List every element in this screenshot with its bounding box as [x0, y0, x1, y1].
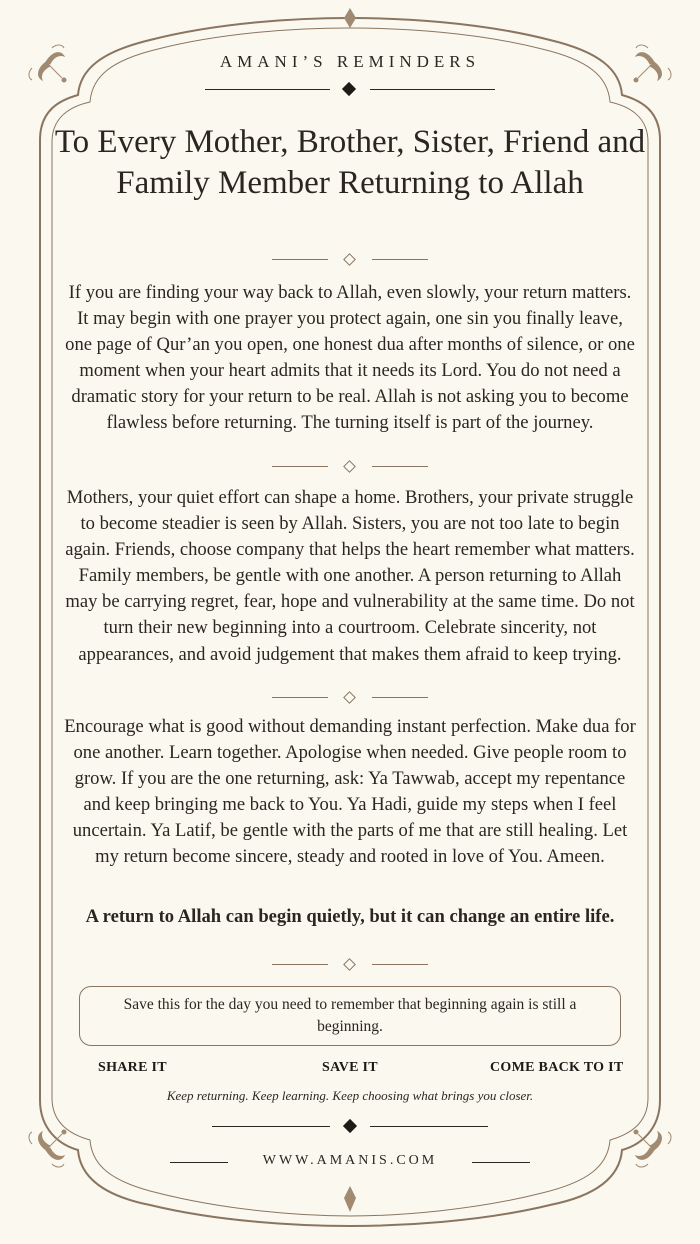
section-divider — [272, 460, 428, 472]
save-note-text: Save this for the day you need to remember that beginning again is still a beginning. — [123, 996, 577, 1035]
paragraph-dua: Encourage what is good without demanding instant perfection. Make dua for one another. Learn together. Apologise when needed. Give people room to grow. If you are the one returning, ask: Ya Tawwab, accept my repentance and keep bringing me back to You. Ya Hadi, guide my steps when I feel uncertain. Ya Latif, be gentle with the parts of me that are still healing. Let my return become sincere, steady and rooted in love of You. Ameen. — [64, 716, 636, 868]
diamond-icon — [342, 82, 356, 96]
tagline: Keep returning. Keep learning. Keep choosing what brings you closer. — [166, 1088, 534, 1103]
share-it-label: SHARE IT — [98, 1060, 167, 1075]
diamond-outline-icon — [343, 253, 356, 266]
section-divider — [272, 253, 428, 265]
closing-statement: A return to Allah can begin quietly, but it can change an entire life. — [85, 906, 615, 927]
page-title: To Every Mother, Brother, Sister, Friend and Family Member Returning to Allah — [54, 124, 646, 201]
save-note-box — [79, 986, 621, 1046]
paragraph-returning: If you are finding your way back to Allah, even slowly, your return matters. It may begin with one prayer you protect again, one sin you finally leave, one page of Qur’an you open, one honest dua after months of silence, or one moment when your heart admits that it needs its Lord. You do not need a dramatic story for your return to be real. Allah is not asking you to become flawless before returning. The turning itself is part of the journey. — [65, 282, 635, 434]
diamond-icon — [343, 1119, 357, 1133]
website-rule-right — [472, 1162, 530, 1163]
diamond-outline-icon — [343, 691, 356, 704]
website-url: WWW.AMANIS.COM — [262, 1153, 438, 1168]
paragraph-family: Mothers, your quiet effort can shape a home. Brothers, your private struggle to become steadier is seen by Allah. Sisters, you are not too late to begin again. Friends, choose company that helps the heart remember what matters. Family members, be gentle with one another. A person returning to Allah may be carrying regret, fear, hope and vulnerability at the same time. Do not turn their new beginning into a courtroom. Celebrate sincerity, not appearances, and avoid judgement that makes them afraid to keep trying. — [65, 487, 635, 665]
section-divider — [272, 691, 428, 703]
come-back-label: COME BACK TO IT — [490, 1060, 624, 1075]
footer-divider — [212, 1120, 488, 1134]
diamond-outline-icon — [343, 460, 356, 473]
brand-name: AMANI’S REMINDERS — [219, 52, 481, 71]
brand-divider — [205, 82, 495, 98]
save-it-label: SAVE IT — [322, 1060, 378, 1075]
section-divider — [272, 958, 428, 970]
diamond-outline-icon — [343, 958, 356, 971]
